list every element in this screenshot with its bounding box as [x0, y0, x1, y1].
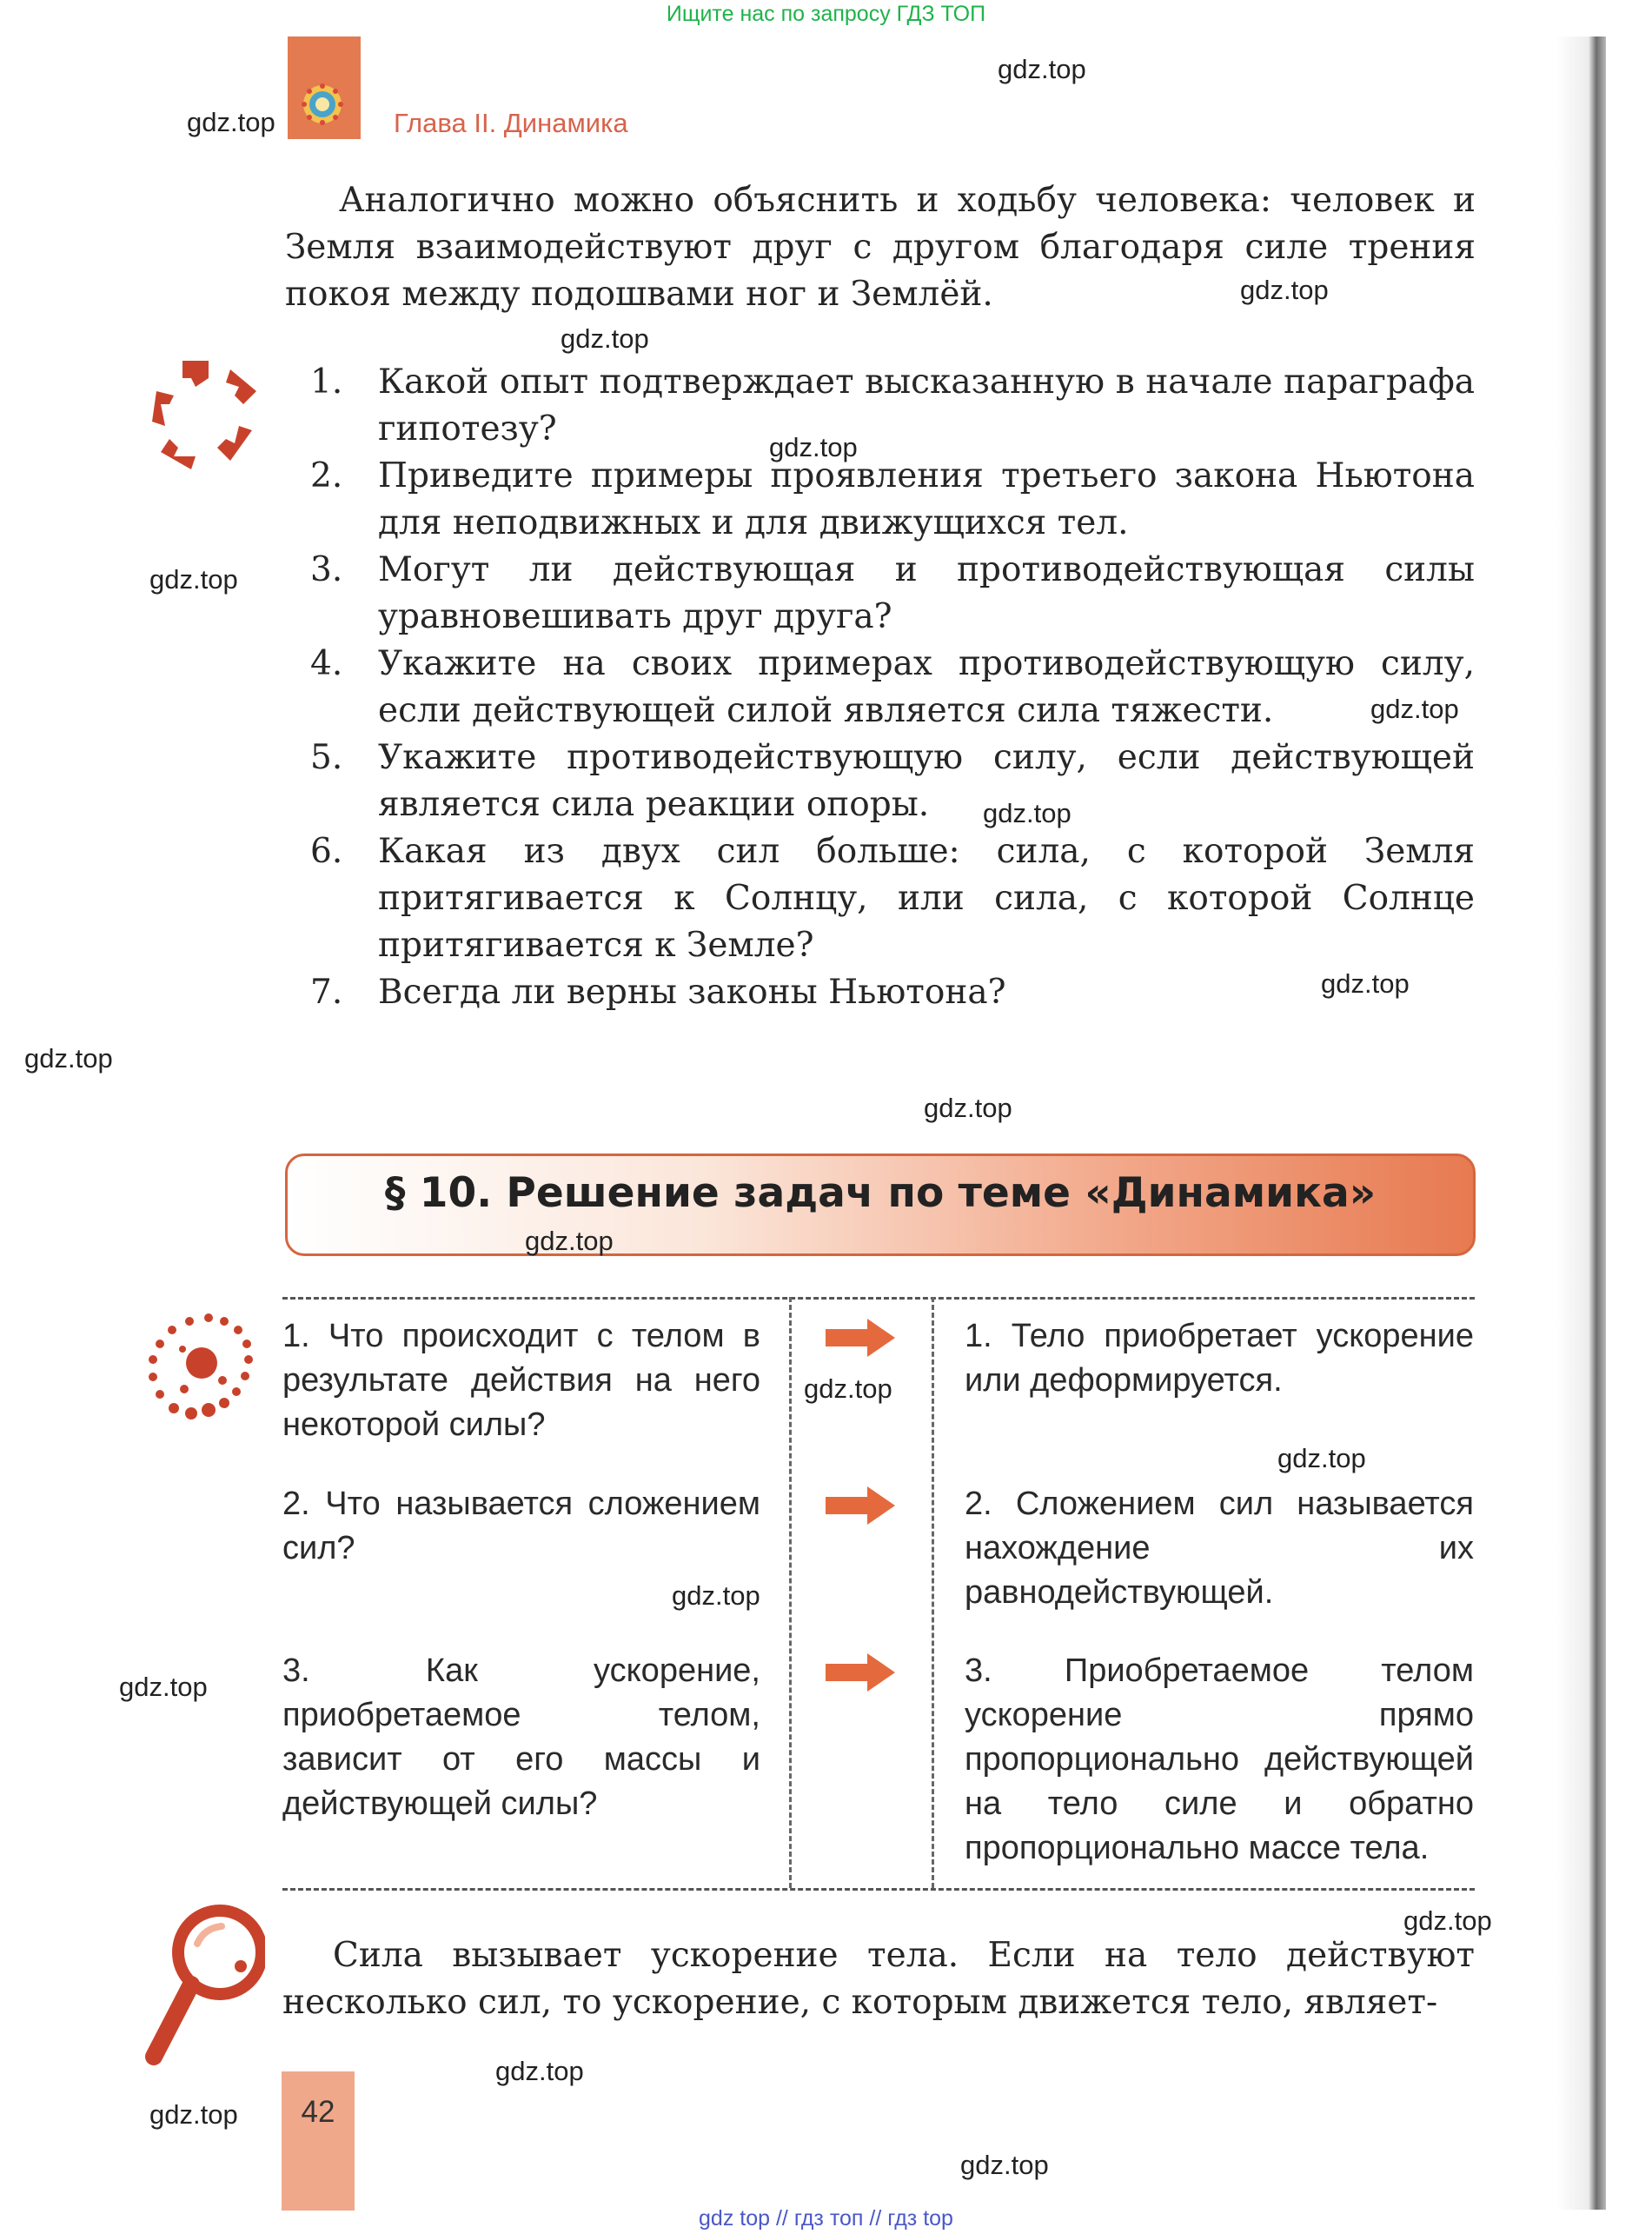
- question-number: 4.: [310, 644, 343, 683]
- watermark: gdz.top: [769, 432, 858, 462]
- list-item: [310, 641, 1475, 735]
- page-gutter-shadow: [1556, 37, 1590, 2210]
- watermark: gdz.top: [525, 1226, 614, 1256]
- list-item: [310, 453, 1475, 547]
- question-number: 2.: [310, 456, 343, 495]
- question-text: Могут ли действующая и противодействующая силы уравновешивать друг друга?: [378, 550, 1475, 636]
- watermark: gdz.top: [149, 564, 238, 595]
- watermark: gdz.top: [561, 323, 649, 354]
- watermark: gdz.top: [1403, 1905, 1492, 1936]
- list-item: [310, 828, 1475, 969]
- watermark: gdz.top: [804, 1373, 892, 1404]
- review-answer: 3. Приобретаемое телом ускорение прямо пропорционально действующей на тело силе и обратно пропорционально массе тела.: [965, 1652, 1474, 1866]
- book-spine: [1589, 37, 1606, 2210]
- watermark: gdz.top: [24, 1043, 113, 1074]
- watermark: gdz.top: [924, 1093, 1012, 1123]
- review-answer: 1. Тело приобретает ускорение или деформируется.: [965, 1318, 1474, 1399]
- question-number: 7.: [310, 973, 343, 1012]
- page-number: 42: [301, 2095, 335, 2129]
- question-text: Укажите на своих примерах противодействующую силу, если действующей силой является сила тяжести.: [378, 644, 1475, 730]
- question-number: 1.: [310, 362, 343, 402]
- list-item: [310, 969, 1475, 1016]
- watermark: gdz.top: [998, 54, 1086, 84]
- review-answer: 2. Сложением сил называется нахождение их равнодействующей.: [965, 1486, 1474, 1611]
- watermark: gdz.top: [187, 107, 275, 137]
- question-text: Укажите противодействующую силу, если действующей является сила реакции опоры.: [378, 738, 1475, 824]
- watermark: gdz.top: [672, 1580, 760, 1611]
- questions-icon: [143, 356, 265, 474]
- review-question: 3. Как ускорение, приобретаемое телом, зависит от его массы и действующей силы?: [282, 1652, 760, 1822]
- top-banner[interactable]: Ищите нас по запросу ГДЗ ТОП: [666, 2, 986, 26]
- bottom-banner[interactable]: gdz top // гдз топ // гдз top: [699, 2206, 953, 2231]
- list-item: [310, 735, 1475, 828]
- page-number-tab: [282, 2071, 355, 2211]
- footer-paragraph: Сила вызывает ускорение тела. Если на тело действуют несколько сил, то ускорение, с которым движется тело, являет-: [282, 1936, 1475, 2022]
- intro-paragraph: Аналогично можно объяснить и ходьбу человека: человек и Земля взаимодействуют друг с другом благодаря силе трения покоя между подошвами ног и Землёй.: [285, 181, 1476, 314]
- watermark: gdz.top: [1277, 1443, 1366, 1473]
- chapter-emblem-icon: [300, 82, 345, 127]
- section-title: § 10. Решение задач по теме «Динамика»: [384, 1169, 1377, 1217]
- watermark: gdz.top: [983, 798, 1071, 828]
- review-question: 1. Что происходит с телом в результате действия на него некоторой силы?: [282, 1318, 760, 1443]
- questions-list: [310, 359, 1475, 1016]
- list-item: [310, 359, 1475, 453]
- table-top-border: [282, 1297, 1475, 1300]
- list-item: [310, 547, 1475, 641]
- question-text: Какая из двух сил больше: сила, с которой Земля притягивается к Солнцу, или сила, с которой Солнце притягивается к Земле?: [378, 832, 1475, 965]
- watermark: gdz.top: [495, 2056, 584, 2086]
- question-text: Всегда ли верны законы Ньютона?: [378, 973, 1006, 1012]
- table-divider-left: [789, 1297, 792, 1888]
- arrow-right-icon: [826, 1486, 895, 1525]
- magnifier-icon: [143, 1902, 265, 2067]
- table-bottom-border: [282, 1888, 1475, 1891]
- table-divider-right: [932, 1297, 934, 1888]
- arrow-right-icon: [826, 1319, 895, 1357]
- chapter-title: Глава II. Динамика: [394, 108, 628, 138]
- review-icon: [148, 1311, 265, 1437]
- question-number: 6.: [310, 832, 343, 871]
- question-number: 3.: [310, 550, 343, 589]
- watermark: gdz.top: [119, 1672, 208, 1702]
- question-text: Какой опыт подтверждает высказанную в начале параграфа гипотезу?: [378, 362, 1475, 449]
- watermark: gdz.top: [1321, 968, 1410, 999]
- watermark: gdz.top: [960, 2150, 1049, 2180]
- question-number: 5.: [310, 738, 343, 777]
- watermark: gdz.top: [149, 2099, 238, 2130]
- question-text: Приведите примеры проявления третьего закона Ньютона для неподвижных и для движущихся тел.: [378, 456, 1475, 542]
- watermark: gdz.top: [1240, 275, 1329, 305]
- arrow-right-icon: [826, 1653, 895, 1692]
- watermark: gdz.top: [1370, 694, 1459, 724]
- review-question: 2. Что называется сложением сил?: [282, 1486, 760, 1566]
